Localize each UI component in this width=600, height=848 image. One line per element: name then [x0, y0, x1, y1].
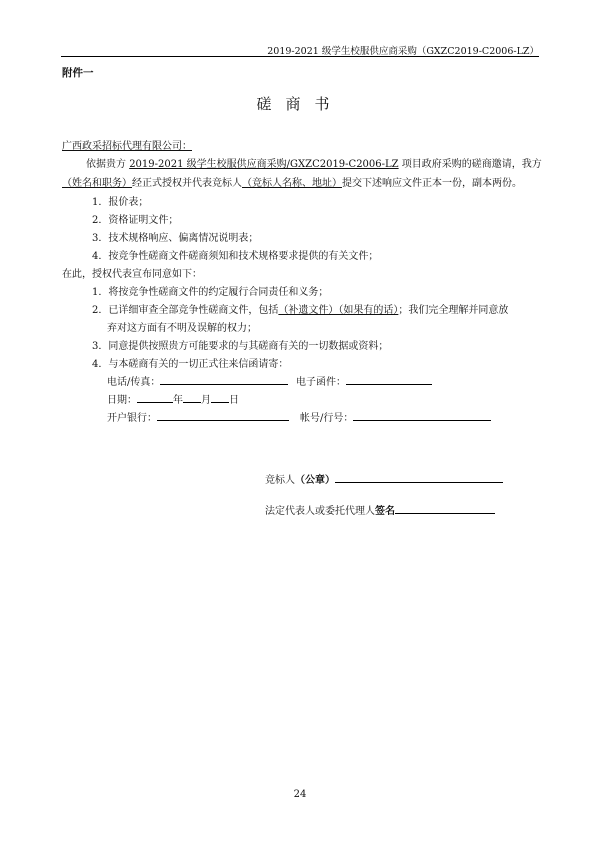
phone-fax-blank[interactable] [160, 374, 288, 385]
intro-line-1 [86, 155, 542, 170]
document-item: 1．报价表； [92, 197, 149, 208]
intro-part2: 项目政府采购的磋商邀请，我方 [398, 159, 542, 170]
bidder-label: 竞标人 [265, 475, 295, 486]
email-blank[interactable] [346, 374, 432, 385]
page-number: 24 [293, 789, 307, 800]
declaration-4: 4．与本磋商有关的一切正式往来信函请寄： [92, 359, 289, 370]
account-blank[interactable] [353, 410, 491, 421]
project-reference: 2019-2021 级学生校服供应商采购/GXZC2019-C2006-LZ [129, 159, 399, 170]
header-divider [61, 56, 539, 57]
date-label: 日期： [107, 395, 137, 406]
document-item: 4．按竞争性磋商文件磋商须知和技术规格要求提供的有关文件； [92, 251, 379, 262]
document-item: 3．技术规格响应、偏离情况说明表； [92, 233, 259, 244]
intro-part3: 经正式授权并代表竞标人 [132, 178, 242, 189]
year-label: 年 [173, 395, 183, 406]
email-row [296, 373, 432, 388]
month-label: 月 [201, 395, 211, 406]
bidder-seal-blank[interactable] [335, 472, 503, 483]
name-position-placeholder: （姓名和职务） [62, 178, 132, 189]
supplement-placeholder: （补遗文件）（如果有的话） [278, 305, 399, 316]
month-blank[interactable] [183, 392, 201, 403]
intro-line-2 [62, 174, 522, 189]
running-header: 2019-2021 级学生校服供应商采购（GXZC2019-C2006-LZ） [267, 46, 539, 57]
intro-part4: 提交下述响应文件正本一份，副本两份。 [342, 178, 522, 189]
attachment-label: 附件一 [62, 67, 94, 79]
bidder-name-placeholder: （竞标人名称、地址） [242, 178, 342, 189]
declaration-3: 3．同意提供按照贵方可能要求的与其磋商有关的一切数据或资料； [92, 341, 389, 352]
phone-fax-row [107, 373, 288, 388]
email-label: 电子函件： [296, 377, 346, 388]
declaration-1: 1．将按竞争性磋商文件的约定履行合同责任和义务； [92, 287, 329, 298]
bank-row [107, 409, 289, 424]
bank-label: 开户银行： [107, 413, 157, 424]
account-label: 帐号/行号： [300, 413, 354, 424]
day-label: 日 [229, 395, 239, 406]
declaration-2-part1: 2．已详细审查全部竞争性磋商文件，包括 [92, 305, 279, 316]
declaration-2 [92, 301, 508, 316]
declare-intro: 在此，授权代表宣布同意如下： [62, 269, 202, 280]
declaration-2-continued: 弃对这方面有不明及误解的权力； [107, 323, 257, 334]
representative-signature-row [265, 502, 495, 517]
page-title: 磋商书 [256, 95, 344, 113]
sign-label: 签名 [375, 506, 395, 517]
document-item: 2．资格证明文件； [92, 215, 179, 226]
phone-fax-label: 电话/传真： [107, 377, 161, 388]
year-blank[interactable] [137, 392, 173, 403]
account-row [300, 409, 491, 424]
intro-part1: 依据贵方 [86, 159, 130, 170]
bank-blank[interactable] [157, 410, 289, 421]
day-blank[interactable] [211, 392, 229, 403]
date-row [107, 391, 239, 406]
bidder-signature-row [265, 471, 503, 486]
recipient: 广西政采招标代理有限公司： [62, 141, 192, 152]
signature-blank[interactable] [395, 503, 495, 514]
seal-label: （公章） [295, 475, 335, 486]
declaration-2-part2: ；我们完全理解并同意放 [398, 305, 509, 316]
representative-label: 法定代表人或委托代理人 [265, 506, 375, 517]
